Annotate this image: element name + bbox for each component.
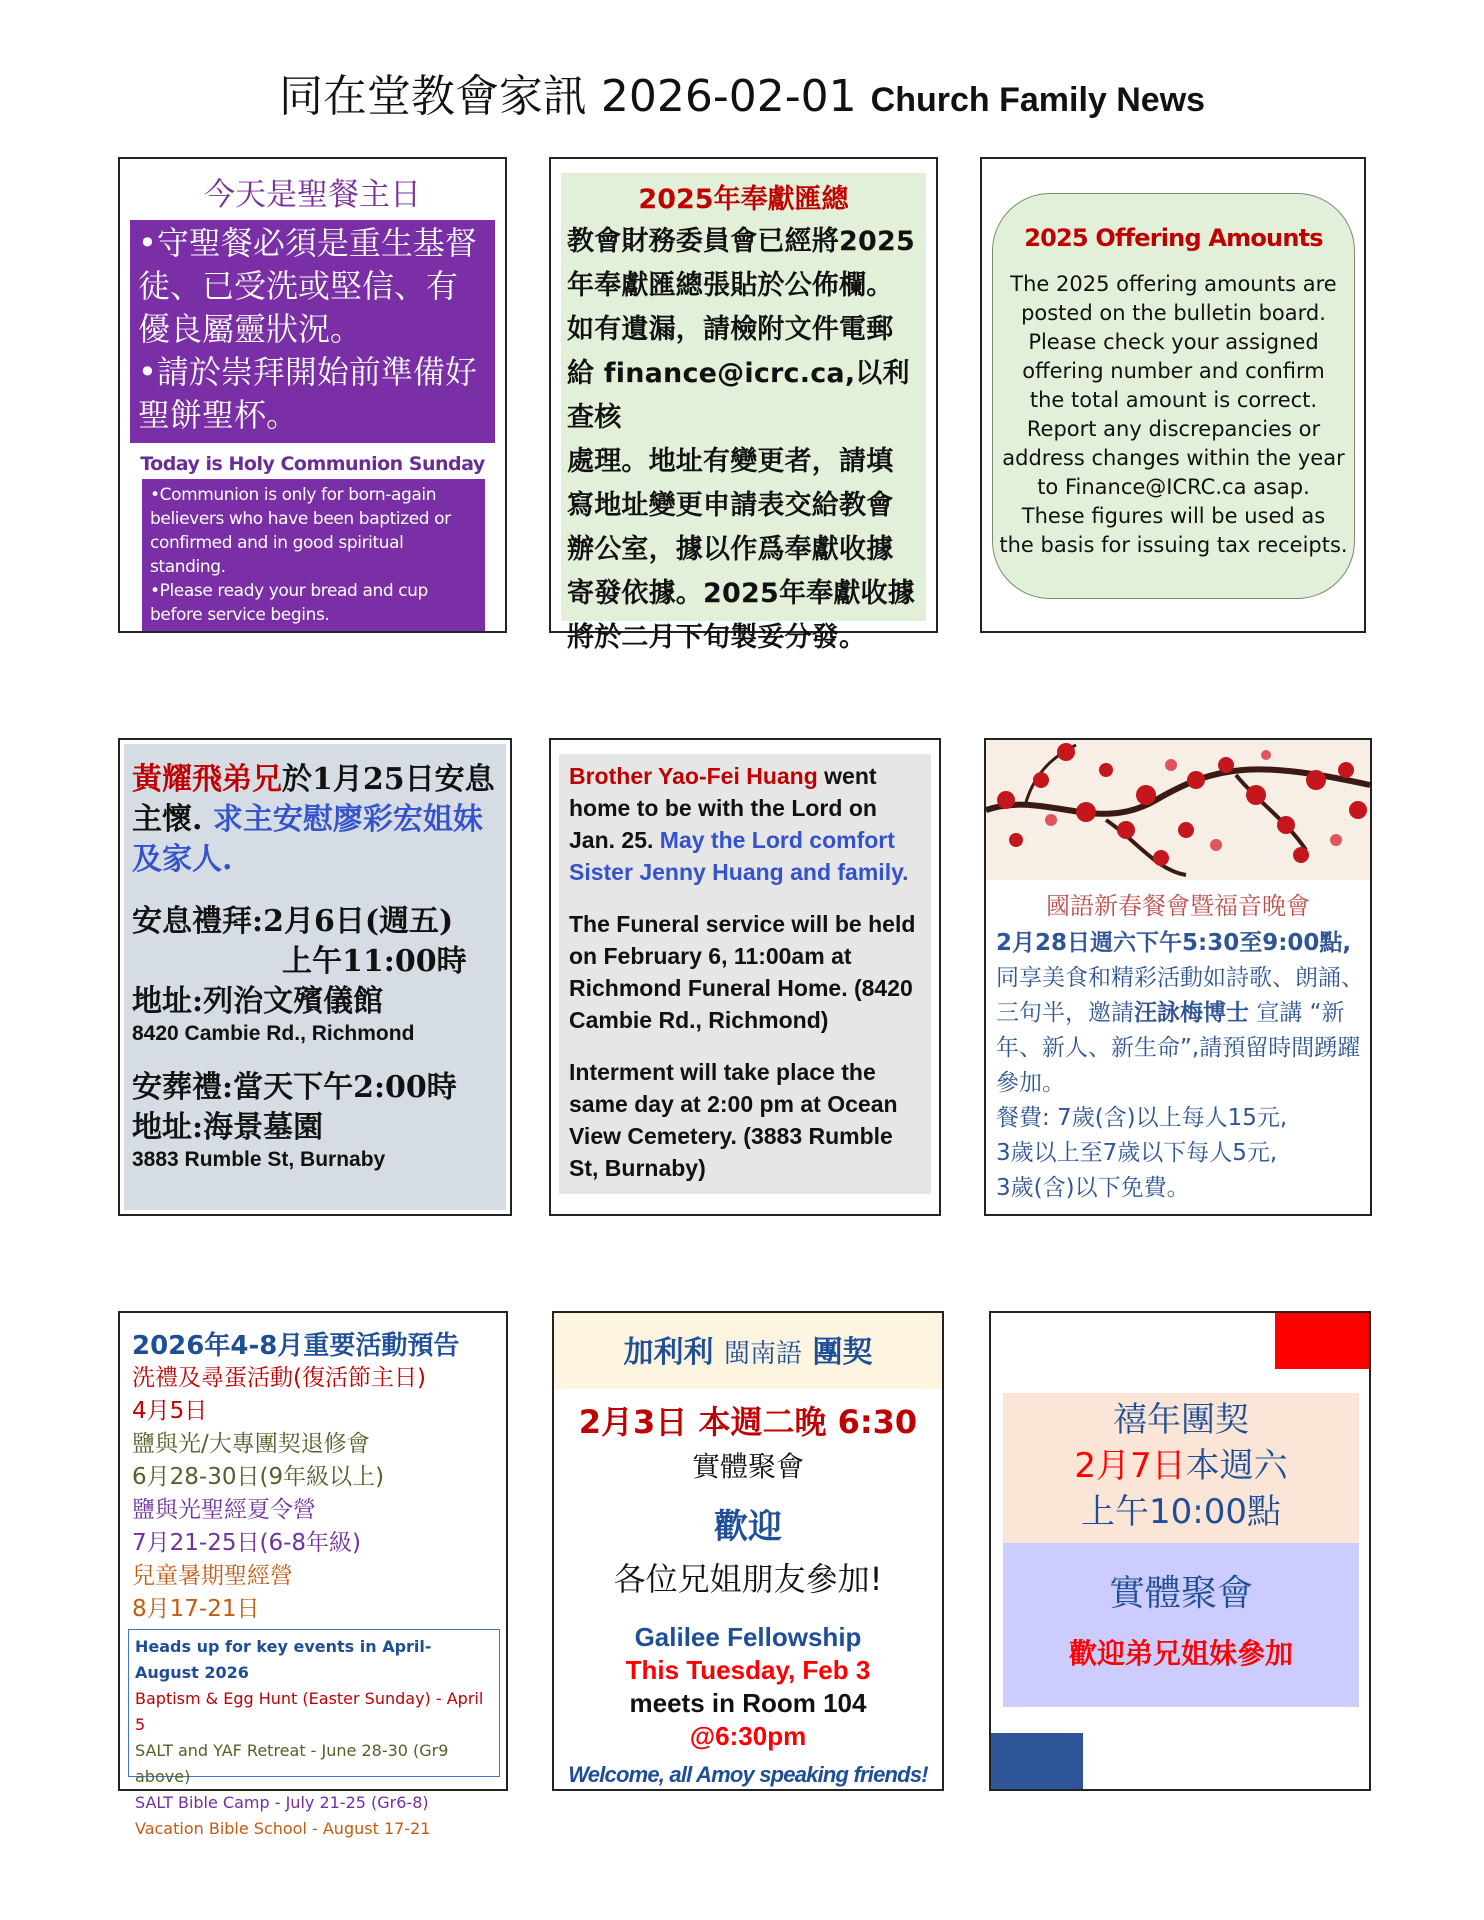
memorial-zh-name: 黃耀飛弟兄 <box>132 762 282 797</box>
galilee-date: 2月3日 本週二晚 6:30 <box>578 1403 918 1441</box>
galilee-en-room: meets in Room 104 <box>629 1688 867 1718</box>
new-year-speaker: 汪詠梅博士 <box>1134 1000 1249 1026</box>
galilee-en-time: @6:30pm <box>689 1721 807 1751</box>
offering-zh-body: 教會財務委員會已經將2025 年奉獻匯總張貼於公佈欄。 如有遺漏，請檢附文件電郵 給 finance@icrc.ca,以利查核 處理。地址有變更者，請填 寫地址變更申請表交給教會 辦公室，據以作爲奉獻收據 寄發依據。2025年奉獻收據 將於二月下旬製妥分發。 <box>567 226 915 653</box>
event3-en: SALT Bible Camp - July 21-25 (Gr6-8) <box>135 1793 429 1812</box>
galilee-welcome: 歡迎 <box>714 1507 782 1547</box>
communion-line2-en: •Please ready your bread and cup before service begins. <box>150 581 428 625</box>
memorial-en-funeral: The Funeral service will be held on February 6, 11:00am at Richmond Funeral Home. (8420 Cambie Rd., Richmond) <box>569 911 916 1033</box>
blue-square-decor <box>991 1733 1083 1789</box>
new-year-date: 2月28日週六下午5:30至9:00點, <box>996 930 1352 956</box>
memorial-zh-service-addr-en: 8420 Cambie Rd., Richmond <box>132 1022 415 1045</box>
new-year-body2: 宣講 “新年、新人、新生命”,請預留時間踴躍參加。 <box>996 1000 1361 1096</box>
new-year-heading: 國語新春餐會暨福音晚會 <box>1046 892 1310 920</box>
senior-type: 實體聚會 <box>1108 1573 1253 1614</box>
memorial-zh-box <box>124 744 506 1210</box>
communion-line1-en: •Communion is only for born-again believers who have been baptized or confirmed and in good spiritual standing. <box>150 485 451 577</box>
offering-en-heading: 2025 Offering Amounts <box>1024 224 1323 252</box>
red-square-decor <box>1275 1313 1369 1369</box>
communion-box-en <box>142 479 485 631</box>
memorial-zh-comfort: 求主安慰廖彩宏姐妹及家人. <box>132 802 483 877</box>
memorial-en-interment: Interment will take place the same day at 2:00 pm at Ocean View Cemetery. (3883 Rumble St, Burnaby) <box>569 1059 898 1181</box>
offering-zh-card <box>549 157 938 653</box>
memorial-zh-burial-addr: 地址:海景墓園 <box>132 1110 324 1145</box>
senior-date-red: 2月7日 <box>1074 1446 1186 1486</box>
event3-date: 7月21-25日(6-8年級) <box>132 1530 361 1556</box>
event4-en: Vacation Bible School - August 17-21 <box>135 1819 431 1838</box>
communion-heading-en: Today is Holy Communion Sunday <box>140 453 485 475</box>
galilee-en-date: This Tuesday, Feb 3 <box>625 1655 871 1685</box>
event4-date: 8月17-21日 <box>132 1596 260 1622</box>
offering-zh-box <box>561 173 926 653</box>
memorial-en-card <box>549 738 941 1216</box>
event2-name: 鹽與光/大專團契退修會 <box>132 1431 370 1457</box>
title-en: Church Family News <box>870 81 1206 119</box>
memorial-zh-service-time: 上午11:00時 <box>282 944 467 979</box>
new-year-card <box>984 738 1372 1216</box>
event2-date: 6月28-30日(9年級以上) <box>132 1464 385 1490</box>
events-heading: 2026年4-8月重要活動預告 <box>132 1331 460 1361</box>
senior-info-box <box>1003 1393 1359 1543</box>
senior-title: 禧年團契 <box>1113 1400 1249 1440</box>
events-en-heading: Heads up for key events in April-August 2026 <box>135 1637 432 1682</box>
senior-welcome-box <box>1003 1543 1359 1707</box>
page-title <box>0 60 1484 124</box>
communion-line2-zh: •請於崇拜開始前準備好聖餅聖杯。 <box>138 353 477 434</box>
offering-en-box <box>992 193 1355 599</box>
event1-date: 4月5日 <box>132 1398 208 1424</box>
memorial-en-comfort: May the Lord comfort Sister Jenny Huang and family. <box>569 827 909 885</box>
senior-time: 上午10:00點 <box>1081 1492 1281 1532</box>
new-year-body <box>996 926 1364 1206</box>
event1-name: 洗禮及尋蛋活動(復活節主日) <box>132 1365 426 1391</box>
senior-welcome: 歡迎弟兄姐妹參加 <box>1068 1637 1293 1670</box>
communion-heading-zh: 今天是聖餐主日 <box>204 177 421 213</box>
galilee-en-welcome: Welcome, all Amoy speaking friends! <box>568 1762 928 1787</box>
memorial-zh-burial-addr-en: 3883 Rumble St, Burnaby <box>132 1148 386 1171</box>
offering-en-card <box>980 157 1366 633</box>
title-zh: 同在堂教會家訊 2026-02-01 <box>278 71 857 122</box>
new-year-fee1: 餐費: 7歲(含)以上每人15元, <box>996 1105 1288 1131</box>
events-card <box>118 1311 508 1838</box>
communion-box-zh <box>130 220 495 443</box>
memorial-en-text1: went home to be with the Lord on Jan. 25. <box>569 763 877 853</box>
memorial-en-box <box>559 754 931 1194</box>
galilee-title2: 團契 <box>812 1335 873 1370</box>
memorial-zh-service-addr: 地址:列治文殯儀館 <box>132 984 384 1019</box>
event3-name: 鹽與光聖經夏令營 <box>132 1497 316 1523</box>
offering-en-body: The 2025 offering amounts are posted on the bulletin board. Please check your assigned offering number and confirm the total amount is correct. Report any discrepancies or address changes within the year to Finance@ICRC.ca asap. These figures will be used as the basis for issuing tax receipts. <box>999 272 1348 557</box>
memorial-en-name: Brother Yao-Fei Huang <box>569 763 818 789</box>
communion-card <box>118 157 507 633</box>
galilee-title <box>554 1313 942 1389</box>
plum-blossom-image <box>986 740 1370 880</box>
galilee-title1: 加利利 <box>623 1335 714 1370</box>
galilee-type: 實體聚會 <box>691 1450 804 1483</box>
new-year-fee3: 3歲(含)以下免費。 <box>996 1175 1190 1201</box>
galilee-card <box>552 1311 944 1791</box>
memorial-zh-service-label: 安息禮拜:2月6日(週五) <box>132 904 454 939</box>
events-en-box <box>128 1629 500 1838</box>
event4-name: 兒童暑期聖經營 <box>132 1563 293 1589</box>
event2-en: SALT and YAF Retreat - June 28-30 (Gr9 above) <box>135 1741 449 1786</box>
galilee-en-name: Galilee Fellowship <box>634 1622 862 1652</box>
memorial-zh-burial-label: 安葬禮:當天下午2:00時 <box>132 1070 457 1105</box>
memorial-zh-text1: 於1月25日安息主懷. <box>132 762 495 837</box>
new-year-body1: 同享美食和精彩活動如詩歌、朗誦、三句半，邀請 <box>996 965 1364 1026</box>
event1-en: Baptism & Egg Hunt (Easter Sunday) - April 5 <box>135 1689 484 1734</box>
offering-zh-heading: 2025年奉獻匯總 <box>638 184 849 215</box>
new-year-fee2: 3歲以上至7歲以下每人5元, <box>996 1140 1278 1166</box>
communion-line1-zh: •守聖餐必須是重生基督徒、已受洗或堅信、有優良屬靈狀況。 <box>138 224 477 348</box>
senior-card <box>989 1311 1371 1791</box>
memorial-zh-card <box>118 738 512 1216</box>
senior-date-rest: 本週六 <box>1185 1446 1288 1486</box>
galilee-welcome2: 各位兄姐朋友參加! <box>613 1560 883 1598</box>
galilee-title-mid: 閩南語 <box>723 1339 802 1369</box>
